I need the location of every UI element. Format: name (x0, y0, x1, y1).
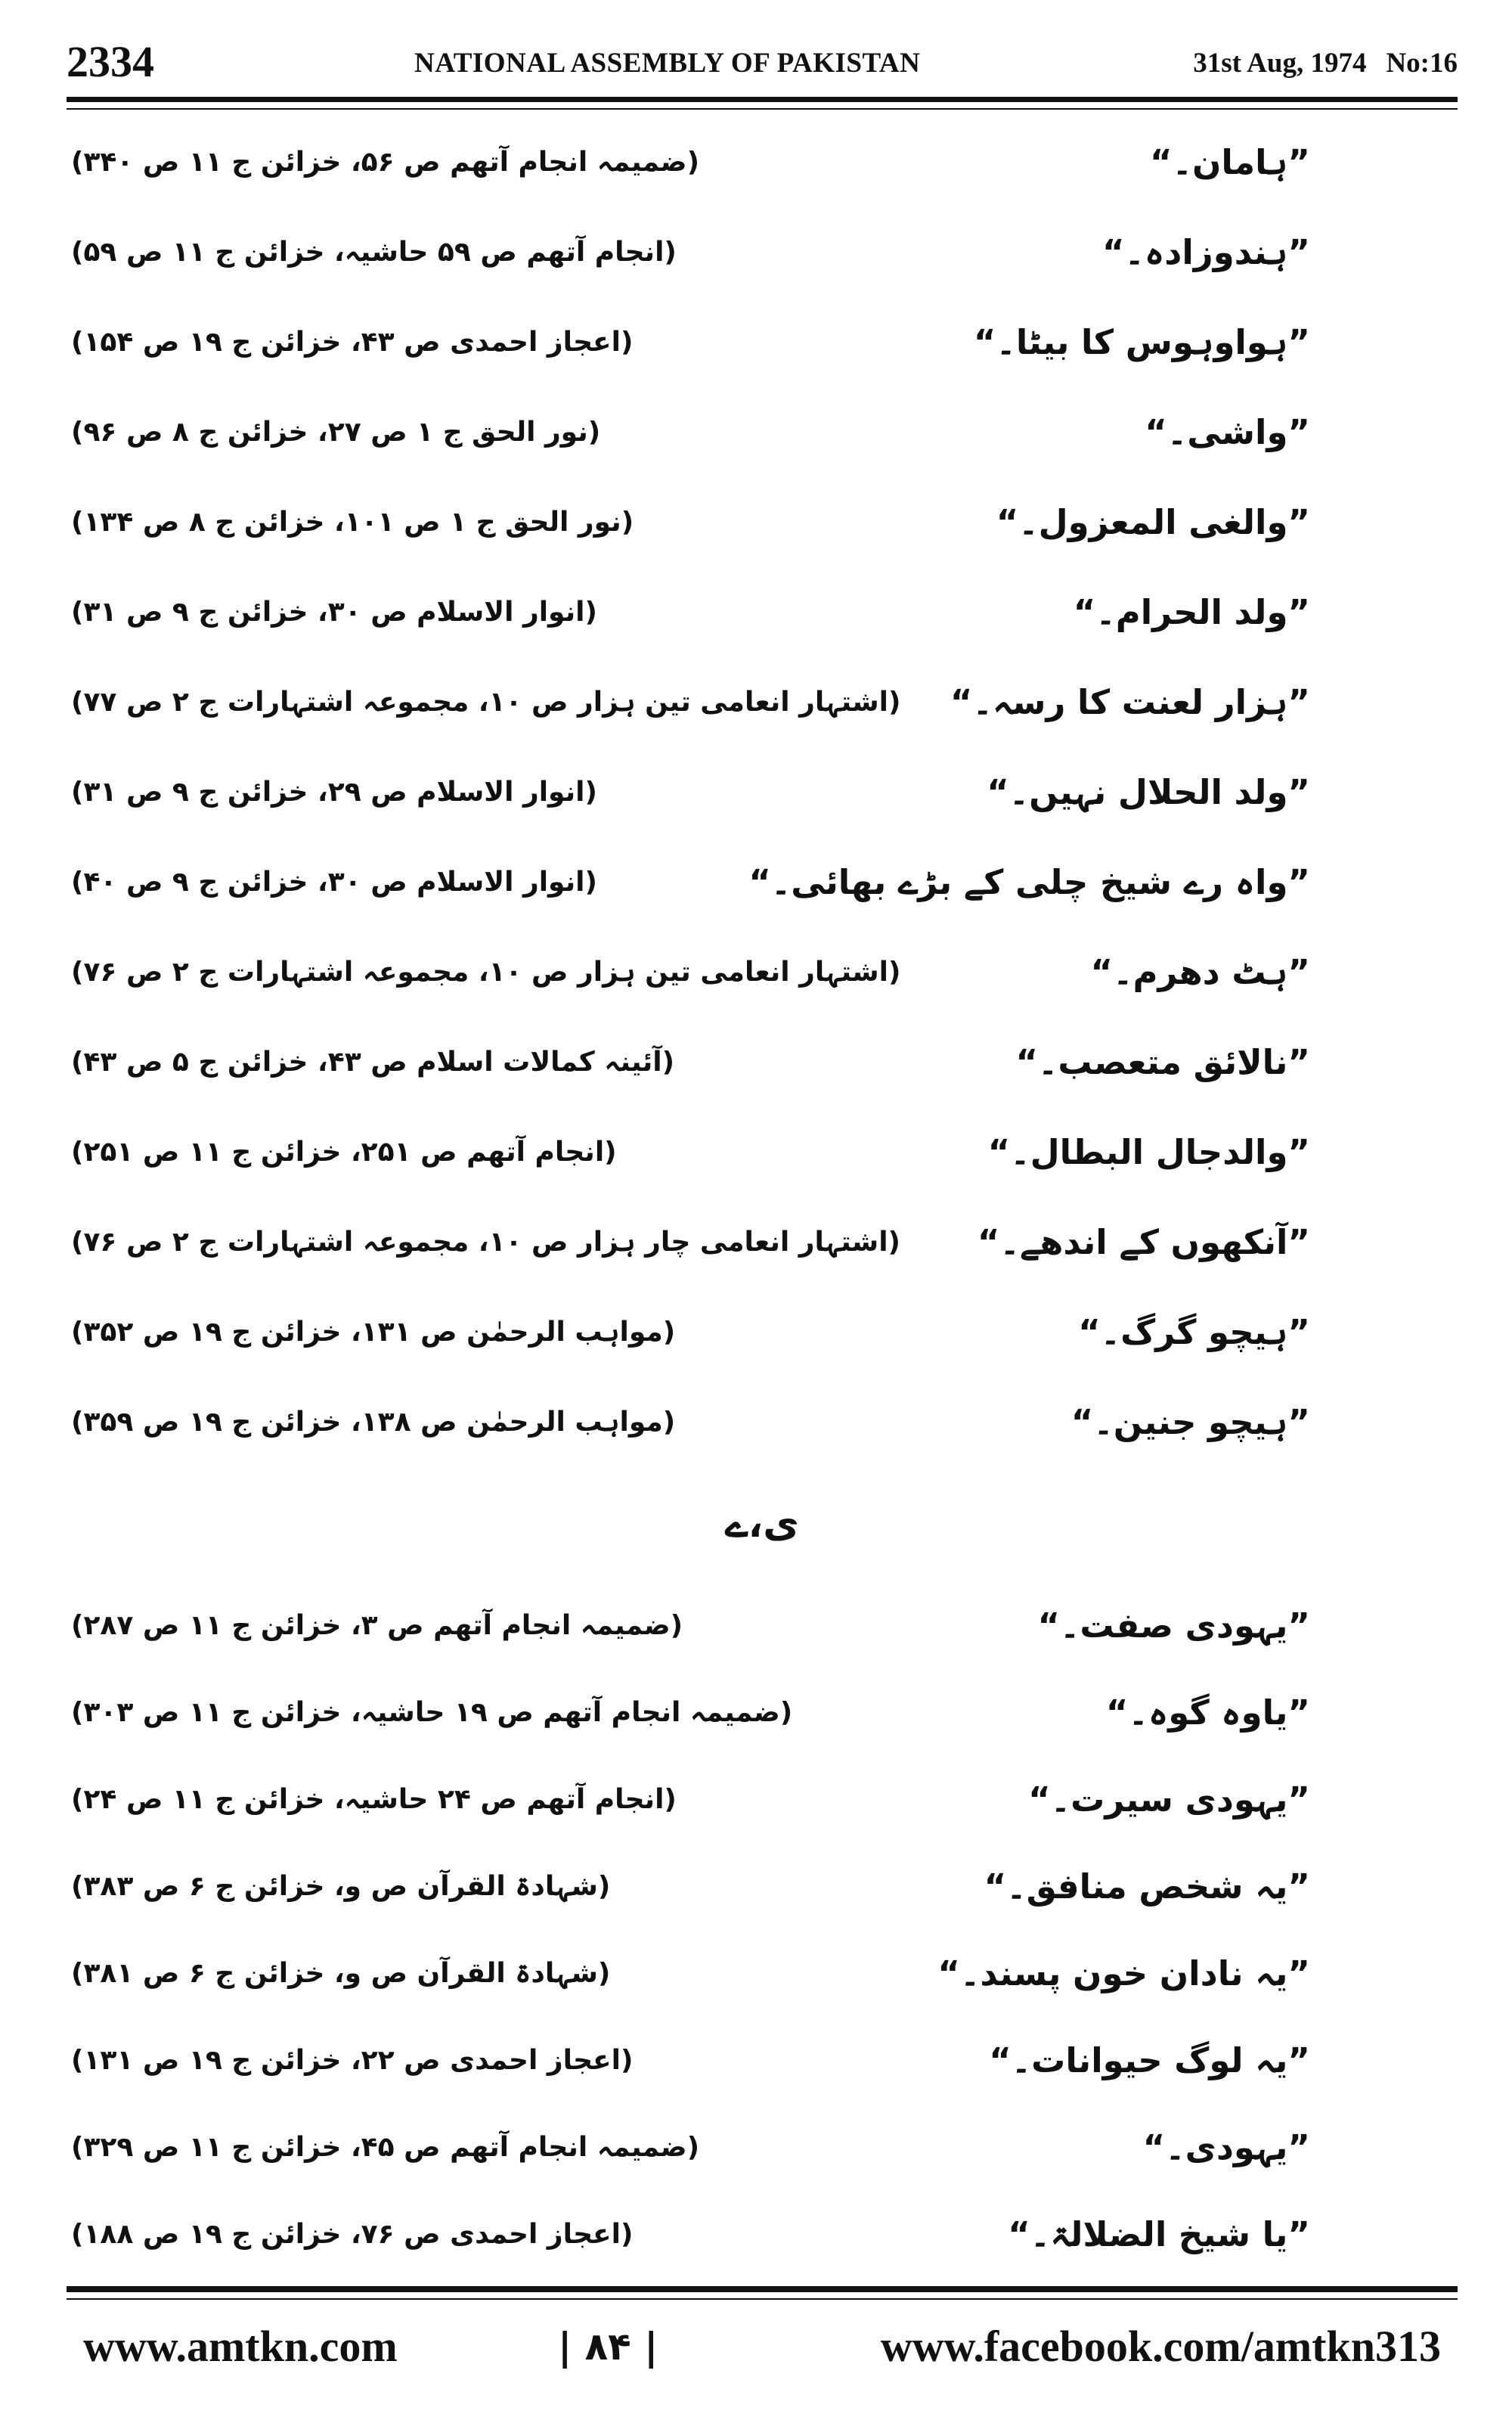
entry-reference: (انوار الاسلام ص ۳۰، خزائن ج ۹ ص ۳۱) (71, 597, 597, 628)
list-item (67, 125, 1458, 200)
entry-phrase: ”یاوہ گوہ۔“ (1105, 1692, 1310, 1733)
header-rule-thick (67, 97, 1458, 102)
section-heading: ی،ے (725, 1501, 799, 1547)
list-item (67, 485, 1458, 560)
list-item (67, 1588, 1458, 1664)
entry-phrase: ”یا شیخ الضلالۃ۔“ (1008, 2214, 1310, 2254)
entry-phrase: ”یہ لوگ حیوانات۔“ (989, 2040, 1310, 2080)
entry-phrase: ”یہودی سیرت۔“ (1028, 1779, 1310, 1820)
entry-phrase: ”واشی۔“ (1145, 412, 1310, 452)
entry-reference: (انجام آتھم ص ۵۹ حاشیہ، خزائن ج ۱۱ ص ۵۹) (71, 237, 677, 268)
list-item (67, 2197, 1458, 2273)
entry-reference: (نور الحق ج ۱ ص ۱۰۱، خزائن ج ۸ ص ۱۳۴) (71, 507, 634, 538)
entry-reference: (شہادۃ القرآن ص و، خزائن ج ۶ ص ۳۸۱) (71, 1958, 611, 1989)
entry-reference: (اعجاز احمدی ص ۲۲، خزائن ج ۱۹ ص ۱۳۱) (71, 2045, 634, 2076)
list-item (67, 935, 1458, 1010)
facebook-link[interactable]: www.facebook.com/amtkn313 (880, 2322, 1441, 2371)
entry-phrase: ”ولد الحرام۔“ (1073, 592, 1310, 632)
entry-reference: (انجام آتھم ص ۲۴ حاشیہ، خزائن ج ۱۱ ص ۲۴) (71, 1784, 677, 1815)
entry-reference: (آئینہ کمالات اسلام ص ۴۳، خزائن ج ۵ ص ۴۳) (71, 1047, 675, 1078)
assembly-title: NATIONAL ASSEMBLY OF PAKISTAN (414, 48, 921, 79)
entry-phrase: ”یہ شخص منافق۔“ (984, 1866, 1310, 1907)
entry-reference: (اشتہار انعامی چار ہزار ص ۱۰، مجموعہ اشتہارات ج ۲ ص ۷۶) (71, 1227, 900, 1258)
entry-phrase: ”ہندوزادہ۔“ (1101, 232, 1310, 272)
list-item (67, 575, 1458, 650)
footer-page-marker: | ۸۴ | (558, 2325, 658, 2369)
entry-reference: (اشتہار انعامی تین ہزار ص ۱۰، مجموعہ اشتہارات ج ۲ ص ۷۶) (71, 957, 901, 988)
list-item (67, 1205, 1458, 1280)
entry-phrase: ”آنکھوں کے اندھے۔“ (977, 1222, 1310, 1262)
list-item (67, 1295, 1458, 1370)
entry-reference: (ضمیمہ انجام آتھم ص ۳، خزائن ج ۱۱ ص ۲۸۷) (71, 1610, 683, 1641)
entry-reference: (اعجاز احمدی ص ۴۳، خزائن ج ۱۹ ص ۱۵۴) (71, 327, 634, 358)
header-rule-thin (67, 108, 1458, 110)
list-item (67, 755, 1458, 830)
entry-phrase: ”ہیچو گرگ۔“ (1078, 1312, 1310, 1352)
entry-phrase: ”ہٹ دھرم۔“ (1090, 952, 1310, 992)
session-info (1193, 41, 1458, 86)
entry-reference: (مواہب الرحمٰن ص ۱۳۱، خزائن ج ۱۹ ص ۳۵۲) (71, 1317, 676, 1348)
entry-phrase: ”ولد الحلال نہیں۔“ (987, 772, 1310, 812)
entry-phrase: ”والدجال البطال۔“ (987, 1132, 1310, 1172)
list-item (67, 395, 1458, 470)
list-item (67, 1849, 1458, 1925)
list-item (67, 305, 1458, 380)
entry-reference: (اعجاز احمدی ص ۷۶، خزائن ج ۱۹ ص ۱۸۸) (71, 2219, 634, 2250)
list-item (67, 1675, 1458, 1751)
footer-rule-thin (67, 2298, 1458, 2300)
entry-phrase: ”والغی المعزول۔“ (996, 502, 1310, 542)
list-item (67, 2023, 1458, 2099)
entry-phrase: ”ہامان۔“ (1150, 142, 1310, 182)
website-link[interactable]: www.amtkn.com (83, 2322, 398, 2371)
issue-number: No:16 (1386, 48, 1458, 79)
entry-reference: (انوار الاسلام ص ۳۰، خزائن ج ۹ ص ۴۰) (71, 867, 597, 898)
list-item (67, 665, 1458, 740)
entry-phrase: ”یہودی۔“ (1142, 2127, 1310, 2167)
list-item (67, 845, 1458, 920)
entry-phrase: ”ہیچو جنین۔“ (1070, 1402, 1310, 1442)
session-date: 31st Aug, 1974 (1193, 48, 1367, 79)
entry-reference: (انوار الاسلام ص ۲۹، خزائن ج ۹ ص ۳۱) (71, 777, 597, 808)
entry-phrase: ”یہودی صفت۔“ (1037, 1606, 1310, 1646)
entry-reference: (نور الحق ج ۱ ص ۲۷، خزائن ج ۸ ص ۹۶) (71, 417, 601, 448)
page-footer (67, 2305, 1458, 2388)
entry-reference: (انجام آتھم ص ۲۵۱، خزائن ج ۱۱ ص ۲۵۱) (71, 1137, 617, 1168)
list-item (67, 1762, 1458, 1838)
list-item (67, 1115, 1458, 1190)
list-item (67, 2110, 1458, 2186)
entry-list (67, 125, 1458, 2280)
list-item (67, 215, 1458, 290)
entry-reference: (شہادۃ القرآن ص و، خزائن ج ۶ ص ۳۸۳) (71, 1871, 611, 1902)
list-item (67, 1385, 1458, 1460)
entry-reference: (اشتہار انعامی تین ہزار ص ۱۰، مجموعہ اشتہارات ج ۲ ص ۷۷) (71, 687, 901, 718)
entry-phrase: ”واہ رے شیخ چلی کے بڑے بھائی۔“ (748, 862, 1310, 902)
entry-reference: (ضمیمہ انجام آتھم ص ۴۵، خزائن ج ۱۱ ص ۳۲۹) (71, 2132, 700, 2163)
page-number: 2334 (67, 37, 154, 86)
entry-phrase: ”نالائق متعصب۔“ (1015, 1042, 1310, 1082)
entry-reference: (مواہب الرحمٰن ص ۱۳۸، خزائن ج ۱۹ ص ۳۵۹) (71, 1407, 676, 1438)
entry-reference: (ضمیمہ انجام آتھم ص ۱۹ حاشیہ، خزائن ج ۱۱ ص ۳۰۳) (71, 1697, 793, 1728)
entry-phrase: ”یہ نادان خون پسند۔“ (937, 1953, 1310, 1993)
entry-reference: (ضمیمہ انجام آتھم ص ۵۶، خزائن ج ۱۱ ص ۳۴۰) (71, 147, 700, 178)
entry-phrase: ”ہواوہوس کا بیٹا۔“ (973, 322, 1310, 362)
list-item (67, 1936, 1458, 2012)
list-item (67, 1025, 1458, 1100)
page-header (67, 32, 1458, 92)
entry-phrase: ”ہزار لعنت کا رسہ۔“ (950, 682, 1310, 722)
footer-rule-thick (67, 2286, 1458, 2292)
